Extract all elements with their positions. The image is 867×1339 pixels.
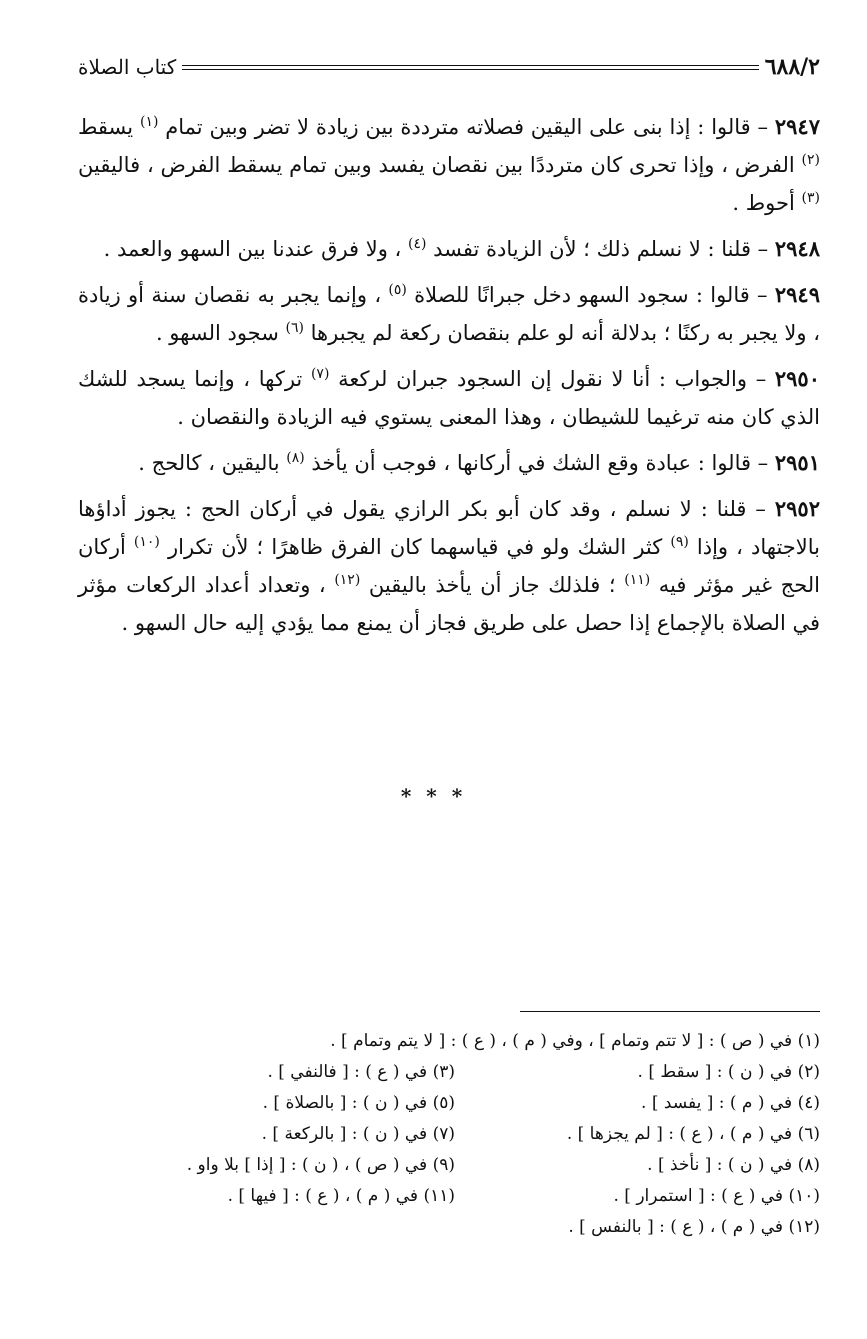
paragraph-text: أركان الحج غير مؤثر فيه xyxy=(78,535,821,597)
paragraph-2951 xyxy=(78,444,820,482)
paragraph-text: – قلنا : لا نسلم ، وقد كان أبو بكر الرازي يقول في أركان الحج : يجوز أداؤها بالاجتهاد ، وإذا xyxy=(78,497,820,559)
paragraph-number: ٢٩٤٨ xyxy=(774,236,820,261)
paragraph-2950 xyxy=(78,360,820,436)
footnote-5: (٥) في ( ن ) : [ بالصلاة ] . xyxy=(262,1093,455,1113)
paragraph-text: – والجواب : أنا لا نقول إن السجود جبران لركعة xyxy=(329,367,767,391)
footnote-12: (١٢) في ( م ) ، ( ع ) : [ بالنفس ] . xyxy=(568,1217,820,1237)
footnote-ref: (٢) xyxy=(801,152,820,168)
paragraph-text: – قالوا : عبادة وقع الشك في أركانها ، فوجب أن يأخذ xyxy=(304,451,769,475)
page-number: ٦٨٨/٢ xyxy=(764,54,820,80)
footnotes xyxy=(90,1026,820,1243)
paragraph-text: ، وإنما يجبر به نقصان سنة أو زيادة ، ولا يجبر به ركنًا ؛ بدلالة أنه لو علم بنقصان ركعة لم يجبرها xyxy=(78,283,820,345)
footnote-ref: (٣) xyxy=(801,190,820,206)
paragraph-text: – قالوا : سجود السهو دخل جبرانًا للصلاة xyxy=(406,283,768,307)
footnote-3: (٣) في ( ع ) : [ فالنفي ] . xyxy=(267,1062,455,1082)
footnote-ref: (٥) xyxy=(388,282,407,298)
paragraph-text: – قلنا : لا نسلم ذلك ؛ لأن الزيادة تفسد xyxy=(426,237,769,261)
footnote-6: (٦) في ( م ) ، ( ع ) : [ لم يجزها ] . xyxy=(566,1124,820,1144)
paragraph-number: ٢٩٤٧ xyxy=(774,114,820,139)
footnote-row xyxy=(90,1181,820,1212)
footnote-8: (٨) في ( ن ) : [ نأخذ ] . xyxy=(647,1155,820,1175)
footnote-rule xyxy=(520,1011,820,1012)
paragraph-text: ؛ فلذلك جاز أن يأخذ باليقين xyxy=(360,573,625,597)
footnote-11: (١١) في ( م ) ، ( ع ) : [ فيها ] . xyxy=(227,1186,455,1206)
footnote-row xyxy=(90,1119,820,1150)
paragraph-2947 xyxy=(78,108,820,222)
main-text xyxy=(78,108,820,650)
footnote-row xyxy=(90,1057,820,1088)
footnote-ref: (٤) xyxy=(408,236,427,252)
paragraph-text: أحوط . xyxy=(732,191,802,215)
paragraph-text: ، وتعداد أعداد الركعات مؤثر في الصلاة بالإجماع إذا حصل على طريق فجاز أن يمنع مما يؤدي إليه حال السهو . xyxy=(78,573,820,635)
paragraph-text: يسقط xyxy=(78,115,140,139)
footnote-row xyxy=(90,1150,820,1181)
paragraph-number: ٢٩٥٢ xyxy=(774,496,820,521)
footnote-ref: (٨) xyxy=(286,450,305,466)
paragraph-2948 xyxy=(78,230,820,268)
header-rule xyxy=(182,65,758,70)
paragraph-text: سجود السهو . xyxy=(155,321,286,345)
paragraph-number: ٢٩٥١ xyxy=(774,450,820,475)
footnote-row xyxy=(90,1212,820,1243)
footnote-row xyxy=(90,1026,820,1057)
section-separator: * * * xyxy=(400,784,467,808)
paragraph-text: – قالوا : إذا بنى على اليقين فصلاته مترددة بين زيادة لا تضر وبين تمام xyxy=(158,115,769,139)
paragraph-text: كثر الشك ولو في قياسهما كان الفرق ظاهرًا ؛ لأن تكرار xyxy=(159,535,671,559)
footnote-ref: (١) xyxy=(139,114,159,130)
footnote-ref: (٦) xyxy=(285,320,304,336)
footnote-ref: (١٠) xyxy=(133,534,160,550)
footnote-7: (٧) في ( ن ) : [ بالركعة ] . xyxy=(261,1124,455,1144)
paragraph-text: باليقين ، كالحج . xyxy=(138,451,287,475)
paragraph-2952 xyxy=(78,490,820,642)
footnote-1: (١) في ( ص ) : [ لا تتم وتمام ] ، وفي ( م ) ، ( ع ) : [ لا يتم وتمام ] . xyxy=(330,1031,820,1051)
footnote-ref: (١٢) xyxy=(334,572,361,588)
paragraph-number: ٢٩٥٠ xyxy=(774,366,820,391)
running-header xyxy=(78,52,820,82)
footnote-ref: (١١) xyxy=(624,572,651,588)
paragraph-text: تركها ، وإنما يسجد للشك الذي كان منه ترغيما للشيطان ، وهذا المعنى يستوي فيه الزيادة والنقصان . xyxy=(78,367,820,429)
footnote-10: (١٠) في ( ع ) : [ استمرار ] . xyxy=(613,1186,820,1206)
paragraph-2949 xyxy=(78,276,820,352)
footnote-ref: (٧) xyxy=(310,366,330,382)
footnote-row xyxy=(90,1088,820,1119)
paragraph-text: الفرض ، وإذا تحرى كان مترددًا بين نقصان يفسد وبين تمام يسقط الفرض ، فاليقين xyxy=(78,153,802,177)
paragraph-text: ، ولا فرق عندنا بين السهو والعمد . xyxy=(103,237,409,261)
footnote-9: (٩) في ( ص ) ، ( ن ) : [ إذا ] بلا واو . xyxy=(186,1155,455,1175)
footnote-4: (٤) في ( م ) : [ يفسد ] . xyxy=(641,1093,820,1113)
paragraph-number: ٢٩٤٩ xyxy=(774,282,820,307)
footnote-2: (٢) في ( ن ) : [ سقط ] . xyxy=(637,1062,820,1082)
footnote-ref: (٩) xyxy=(670,534,689,550)
book-title: كتاب الصلاة xyxy=(78,55,177,79)
